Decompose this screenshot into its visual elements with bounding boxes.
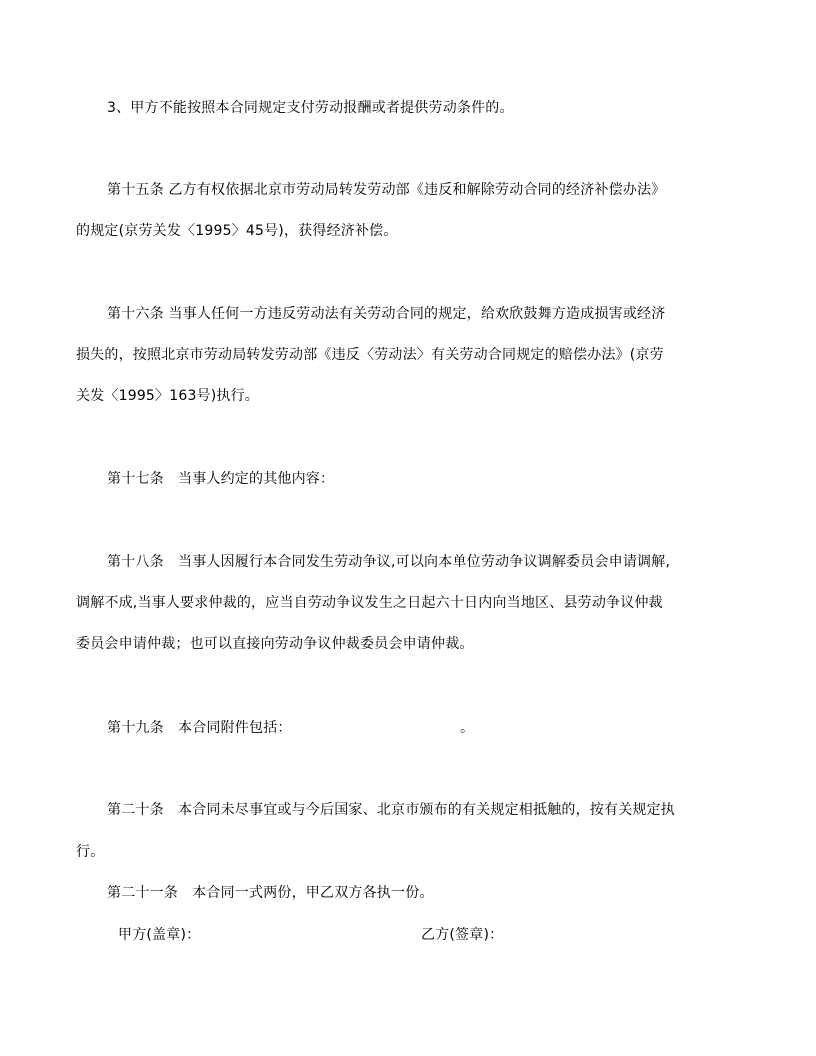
- article-19-end: 。: [460, 720, 475, 736]
- article-15-line-2: 的规定(京劳关发〈1995〉45号)，获得经济补偿。: [76, 223, 398, 239]
- party-a-signature: 甲方(盖章)：: [118, 927, 201, 943]
- article-16-line-2: 损失的，按照北京市劳动局转发劳动部《违反〈劳动法〉有关劳动合同规定的赔偿办法》(京劳: [76, 347, 664, 363]
- article-16-line-1: 第十六条 当事人任何一方违反劳动法有关劳动合同的规定，给欢欣鼓舞方造成损害或经济: [107, 306, 666, 322]
- article-18-line-2: 调解不成,当事人要求仲裁的，应当自劳动争议发生之日起六十日内向当地区、县劳动争议仲裁: [76, 595, 663, 611]
- article-16-line-3: 关发〈1995〉163号)执行。: [76, 388, 260, 404]
- article-17-line-1: 第十七条 当事人约定的其他内容：: [107, 471, 335, 487]
- clause-3-item: 3、甲方不能按照本合同规定支付劳动报酬或者提供劳动条件的。: [107, 100, 514, 116]
- article-20-line-2: 行。: [76, 844, 105, 860]
- article-19-label: 第十九条 本合同附件包括：: [107, 720, 292, 736]
- party-b-signature: 乙方(签章)：: [421, 927, 504, 943]
- article-21-line-1: 第二十一条 本合同一式两份，甲乙双方各执一份。: [107, 885, 434, 901]
- article-20-line-1: 第二十条 本合同未尽事宜或与今后国家、北京市颁布的有关规定相抵触的，按有关规定执: [107, 802, 675, 818]
- article-18-line-3: 委员会申请仲裁；也可以直接向劳动争议仲裁委员会申请仲裁。: [76, 636, 474, 652]
- article-15-line-1: 第十五条 乙方有权依据北京市劳动局转发劳动部《违反和解除劳动合同的经济补偿办法》: [107, 182, 666, 198]
- article-18-line-1: 第十八条 当事人因履行本合同发生劳动争议,可以向本单位劳动争议调解委员会申请调解,: [107, 554, 671, 570]
